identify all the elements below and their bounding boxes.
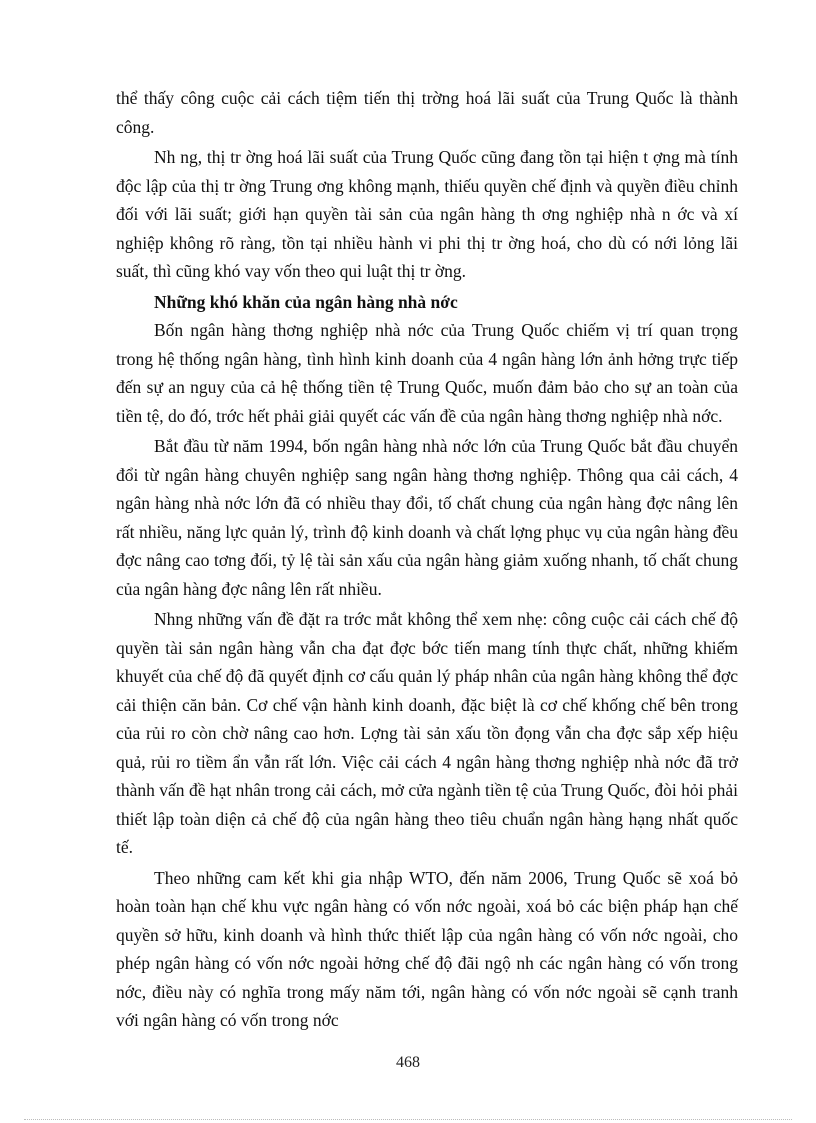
document-body <box>116 84 738 1037</box>
paragraph-5: Nhng những vấn đề đặt ra trớc mắt không thể xem nhẹ: công cuộc cải cách chế độ quyền tài sản ngân hàng vẫn cha đạt đợc bớc tiến mang tính thực chất, những khiếm khuyết của chế độ đã quyết định cơ cấu quản lý pháp nhân của ngân hàng không thể đợc cải thiện căn bản. Cơ chế vận hành kinh doanh, đặc biệt là cơ chế khống chế bên trong của rủi ro còn chờ nâng cao hơn. Lợng tài sản xấu tồn đọng vẫn cha đợc sắp xếp hiệu quả, rủi ro tiềm ẩn vẫn rất lớn. Việc cải cách 4 ngân hàng thơng nghiệp nhà nớc đã trở thành vấn đề hạt nhân trong cải cách, mở cửa ngành tiền tệ của Trung Quốc, đòi hỏi phải thiết lập toàn diện cả chế độ của ngân hàng theo tiêu chuẩn ngân hàng hạng nhất quốc tế. <box>116 609 738 857</box>
page-bottom-divider <box>24 1119 792 1120</box>
paragraph-1: thể thấy công cuộc cải cách tiệm tiến thị trờng hoá lãi suất của Trung Quốc là thành công. <box>116 88 738 137</box>
paragraph-6: Theo những cam kết khi gia nhập WTO, đến năm 2006, Trung Quốc sẽ xoá bỏ hoàn toàn hạn chế khu vực ngân hàng có vốn nớc ngoài, xoá bỏ các biện pháp hạn chế quyền sở hữu, kinh doanh và hình thức thiết lập của ngân hàng có vốn nớc ngoài, cho phép ngân hàng có vốn nớc ngoài hởng chế độ đãi ngộ nh các ngân hàng có vốn trong nớc, điều này có nghĩa trong mấy năm tới, ngân hàng có vốn nớc ngoài sẽ cạnh tranh với ngân hàng có vốn trong nớc <box>116 867 738 1030</box>
paragraph-4: Bắt đầu từ năm 1994, bốn ngân hàng nhà nớc lớn của Trung Quốc bắt đầu chuyển đổi từ ngân hàng chuyên nghiệp sang ngân hàng thơng nghiệp. Thông qua cải cách, 4 ngân hàng nhà nớc lớn đã có nhiều thay đổi, tố chất chung của ngân hàng đợc nâng lên rất nhiều, năng lực quản lý, trình độ kinh doanh và chất lợng phục vụ của ngân hàng đều đợc nâng cao tơng đối, tỷ lệ tài sản xấu của ngân hàng giảm xuống nhanh, tố chất chung của ngân hàng đợc nâng lên rất nhiều. <box>116 436 738 599</box>
page-number: 468 <box>396 1054 420 1071</box>
paragraph-3: Bốn ngân hàng thơng nghiệp nhà nớc của Trung Quốc chiếm vị trí quan trọng trong hệ thống ngân hàng, tình hình kinh doanh của 4 ngân hàng lớn ảnh hởng trực tiếp đến sự an nguy của cả hệ thống tiền tệ Trung Quốc, muốn đảm bảo cho sự an toàn của tiền tệ, do đó, trớc hết phải giải quyết các vấn đề của ngân hàng thơng nghiệp nhà nớc. <box>116 320 738 426</box>
section-heading: Những khó khăn của ngân hàng nhà nớc <box>154 291 458 312</box>
paragraph-2: Nh ng, thị tr ờng hoá lãi suất của Trung Quốc cũng đang tồn tại hiện t ợng mà tính độc lập của thị tr ờng Trung ơng không mạnh, thiếu quyền chế định và quyền điều chỉnh đối với lãi suất; giới hạn quyền tài sản của ngân hàng th ơng nghiệp nhà n ớc và xí nghiệp không rõ ràng, tồn tại nhiều hành vi phi thị tr ờng hoá, cho dù có nới lỏng lãi suất, thì cũng khó vay vốn theo qui luật thị tr ờng. <box>116 147 738 281</box>
